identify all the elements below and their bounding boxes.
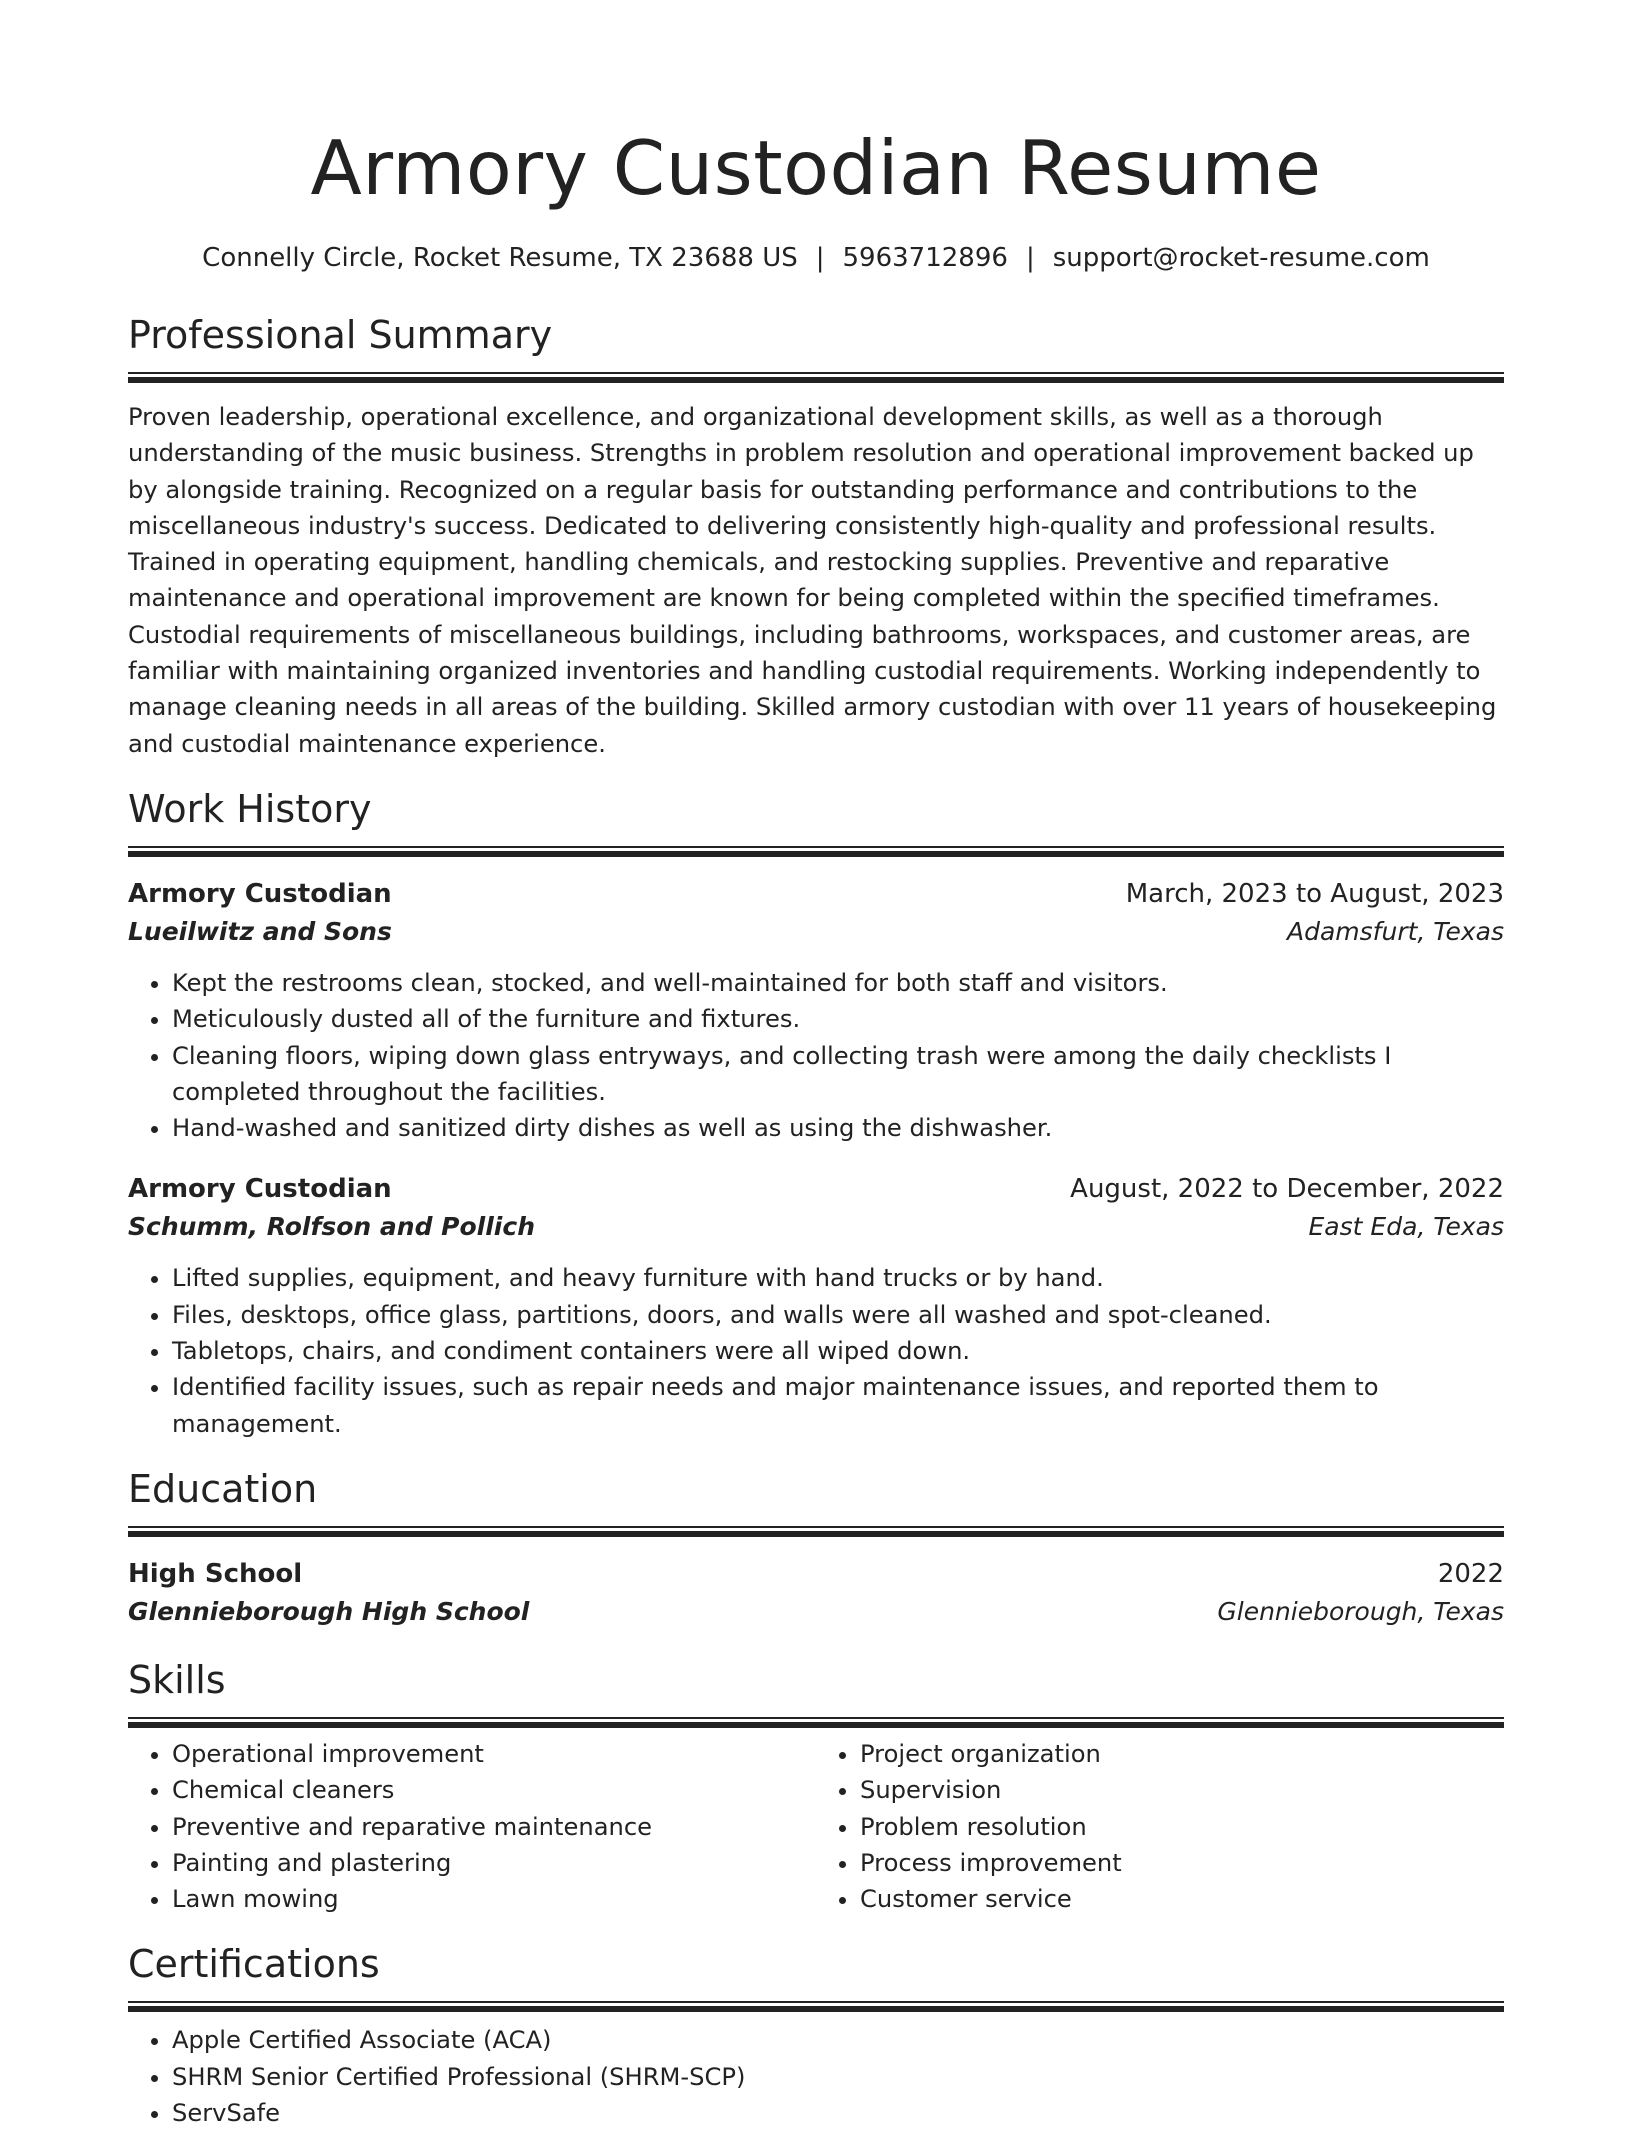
- section-divider: [128, 1717, 1504, 1728]
- education-heading: Education: [128, 1466, 318, 1511]
- skills-list-right: [816, 1736, 1504, 1917]
- summary-section: [128, 310, 1504, 762]
- job-entry: [128, 875, 1504, 1146]
- skill-item: • Chemical cleaners: [172, 1772, 816, 1808]
- skills-grid: [128, 1736, 1504, 1917]
- job-title: Armory Custodian: [128, 878, 392, 909]
- contact-phone: 5963712896: [842, 243, 1008, 273]
- job-title: Armory Custodian: [128, 1174, 392, 1205]
- certifications-list: [128, 2022, 1504, 2131]
- job-dates: March, 2023 to August, 2023: [1125, 878, 1504, 909]
- skill-item: • Customer service: [860, 1881, 1504, 1917]
- education-section: [128, 1464, 1504, 1631]
- job-bullet: • Cleaning floors, wiping down glass entryways, and collecting trash were among the daily checklists I completed throughout the facilities.: [172, 1038, 1504, 1111]
- skill-item: • Lawn mowing: [172, 1881, 816, 1917]
- resume-title: Armory Custodian Resume: [310, 124, 1322, 212]
- job-bullet: • Kept the restrooms clean, stocked, and well-maintained for both staff and visitors.: [172, 965, 1504, 1001]
- section-divider: [128, 1526, 1504, 1537]
- contact-address: Connelly Circle, Rocket Resume, TX 23688 US: [202, 243, 798, 273]
- job-location: East Eda, Texas: [1308, 1212, 1504, 1242]
- contact-separator: |: [815, 243, 825, 273]
- education-entry: [128, 1555, 1504, 1631]
- job-dates: August, 2022 to December, 2022: [1070, 1174, 1504, 1205]
- job-location: Adamsfurt, Texas: [1287, 916, 1504, 946]
- job-bullet: • Files, desktops, office glass, partitions, doors, and walls were all washed and spot-cleaned.: [172, 1297, 1504, 1333]
- certification-item: • ServSafe: [172, 2095, 1504, 2131]
- job-bullet: • Identified facility issues, such as repair needs and major maintenance issues, and reported them to management.: [172, 1369, 1504, 1442]
- job-bullets: [128, 965, 1504, 1146]
- summary-text: Proven leadership, operational excellence, and organizational development skills, as well as a thorough understanding of the music business. Strengths in problem resolution and operational improvement backed up by alongside training. Recognized on a regular basis for outstanding performance and contributions to the miscellaneous industry's success. Dedicated to delivering consistently high-quality and professional results. Trained in operating equipment, handling chemicals, and restocking supplies. Preventive and reparative maintenance and operational improvement are known for being completed within the specified timeframes. Custodial requirements of miscellaneous buildings, including bathrooms, workspaces, and customer areas, are familiar with maintaining organized inventories and handling custodial requirements. Working independently to manage cleaning needs in all areas of the building. Skilled armory custodian with over 11 years of housekeeping and custodial maintenance experience.: [128, 403, 1497, 758]
- education-degree: High School: [128, 1558, 303, 1589]
- job-bullet: • Hand-washed and sanitized dirty dishes as well as using the dishwasher.: [172, 1110, 1504, 1146]
- skill-item: • Problem resolution: [860, 1809, 1504, 1845]
- certification-item: • Apple Certified Associate (ACA): [172, 2022, 1504, 2058]
- education-location: Glennieborough, Texas: [1217, 1596, 1504, 1626]
- skills-list-left: [128, 1736, 816, 1917]
- work-history-heading: Work History: [128, 786, 372, 831]
- skill-item: • Supervision: [860, 1772, 1504, 1808]
- work-history-section: [128, 784, 1504, 1442]
- job-entry: [128, 1170, 1504, 1441]
- skills-section: [128, 1655, 1504, 1917]
- summary-heading: Professional Summary: [128, 313, 553, 357]
- job-bullet: • Lifted supplies, equipment, and heavy furniture with hand trucks or by hand.: [172, 1260, 1504, 1296]
- skill-item: • Operational improvement: [172, 1736, 816, 1772]
- education-year: 2022: [1437, 1558, 1504, 1589]
- contact-separator: |: [1025, 243, 1035, 273]
- section-divider: [128, 846, 1504, 857]
- job-bullet: • Meticulously dusted all of the furniture and fixtures.: [172, 1001, 1504, 1037]
- job-company: Schumm, Rolfson and Pollich: [128, 1212, 535, 1242]
- certification-item: • SHRM Senior Certified Professional (SHRM-SCP): [172, 2059, 1504, 2095]
- certifications-heading: Certifications: [128, 1942, 380, 1987]
- skill-item: • Painting and plastering: [172, 1845, 816, 1881]
- contact-line: [128, 240, 1504, 276]
- skill-item: • Preventive and reparative maintenance: [172, 1809, 816, 1845]
- education-school: Glennieborough High School: [128, 1596, 530, 1626]
- certifications-section: [128, 1939, 1504, 2131]
- contact-email: support@rocket-resume.com: [1052, 243, 1430, 273]
- job-bullet: • Tabletops, chairs, and condiment containers were all wiped down.: [172, 1333, 1504, 1369]
- skills-heading: Skills: [128, 1657, 226, 1702]
- job-company: Lueilwitz and Sons: [128, 916, 392, 946]
- skill-item: • Project organization: [860, 1736, 1504, 1772]
- skill-item: • Process improvement: [860, 1845, 1504, 1881]
- job-bullets: [128, 1260, 1504, 1441]
- section-divider: [128, 372, 1504, 383]
- section-divider: [128, 2001, 1504, 2012]
